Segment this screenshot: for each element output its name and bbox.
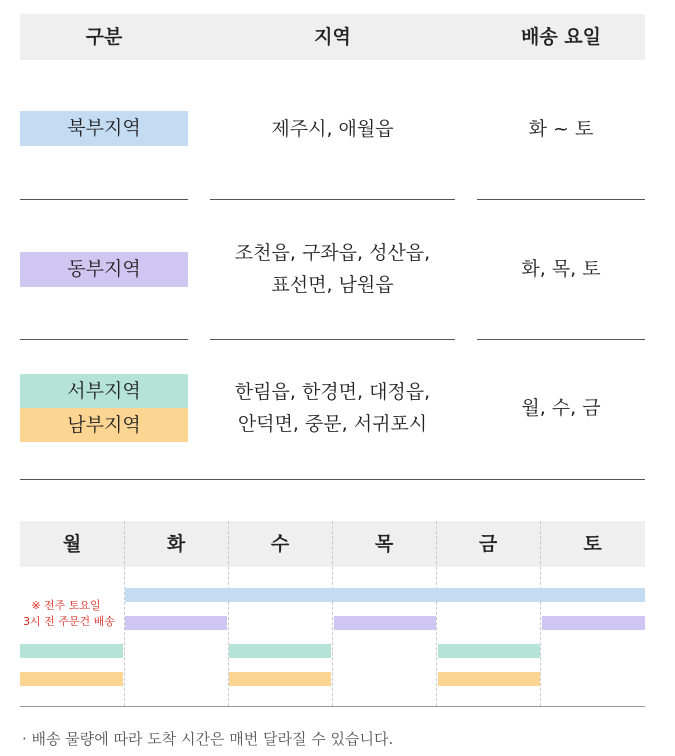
schedule-bar — [229, 644, 331, 658]
schedule-bottom-divider — [20, 706, 645, 707]
schedule-bar — [125, 588, 645, 602]
day-mon: 월 — [62, 533, 82, 555]
row-divider — [20, 199, 188, 200]
schedule-bar — [20, 644, 123, 658]
days-text-north: 화 ~ 토 — [528, 118, 594, 140]
area-text-west-line1: 한림읍, 한경면, 대정읍, — [234, 381, 431, 403]
header-delivery-days: 배송 요일 — [520, 26, 602, 48]
day-sat: 토 — [583, 533, 602, 555]
column-separator — [124, 521, 125, 706]
schedule-bar — [542, 616, 645, 630]
region-label-south: 남부지역 — [20, 408, 188, 442]
area-text-east-line2: 표선면, 남원읍 — [271, 274, 394, 296]
delivery-time-footnote: · 배송 물량에 따라 도착 시간은 매번 달라질 수 있습니다. — [22, 730, 394, 748]
day-tue: 화 — [166, 533, 186, 555]
schedule-bar — [334, 616, 436, 630]
day-thu: 목 — [374, 533, 394, 555]
day-wed: 수 — [270, 533, 290, 555]
row-divider — [477, 199, 645, 200]
table-header — [20, 14, 645, 60]
column-separator — [332, 521, 333, 706]
row-divider — [210, 339, 455, 340]
schedule-bar — [125, 616, 227, 630]
days-text-west: 월, 수, 금 — [521, 397, 601, 419]
schedule-bar — [229, 672, 331, 686]
day-fri: 금 — [478, 533, 498, 555]
region-label-east: 동부지역 — [20, 252, 188, 287]
area-text-west-line2: 안덕면, 중문, 서귀포시 — [237, 413, 428, 435]
row-divider — [20, 339, 188, 340]
header-area: 지역 — [314, 26, 351, 48]
area-text-east-line1: 조천읍, 구좌읍, 성산읍, — [234, 242, 431, 264]
area-text-north: 제주시, 애월읍 — [271, 118, 394, 140]
schedule-bar — [20, 672, 123, 686]
region-label-west: 서부지역 — [20, 374, 188, 408]
column-separator — [540, 521, 541, 706]
days-text-east: 화, 목, 토 — [521, 258, 601, 280]
table-bottom-divider — [20, 479, 645, 480]
schedule-bar — [438, 672, 540, 686]
order-cutoff-note-line2: 3시 전 주문건 배송 — [23, 615, 115, 628]
header-category: 구분 — [85, 26, 123, 48]
row-divider — [210, 199, 455, 200]
region-label-north: 북부지역 — [20, 111, 188, 146]
order-cutoff-note-line1: ※ 전주 토요일 — [31, 599, 101, 612]
row-divider — [477, 339, 645, 340]
schedule-bar — [438, 644, 540, 658]
